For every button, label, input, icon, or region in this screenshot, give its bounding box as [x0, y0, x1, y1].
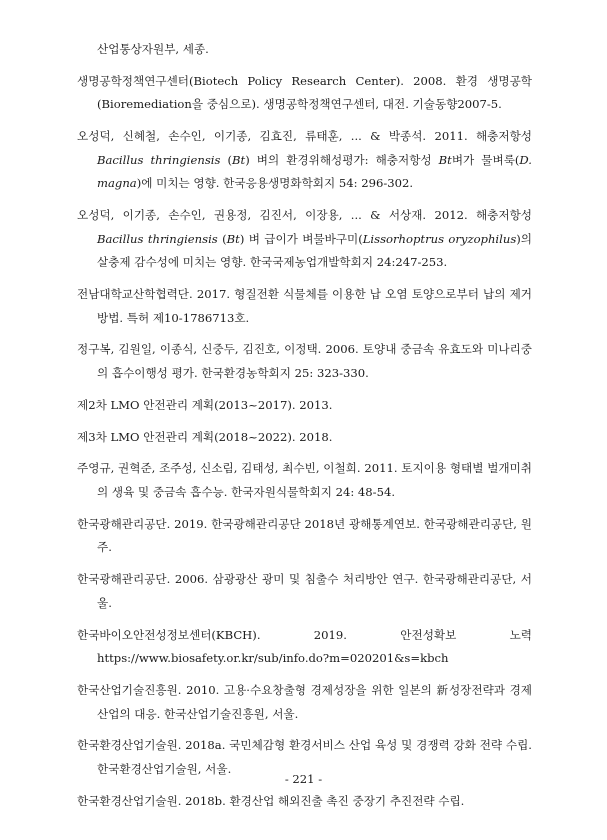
reference-text: 벼가 물벼룩(: [451, 152, 520, 167]
reference-entry: [77, 70, 532, 117]
reference-text: 제3차 LMO 안전관리 계획(2018~2022). 2018.: [77, 429, 333, 444]
reference-entry: [77, 679, 532, 726]
italic-term: Bt: [438, 152, 452, 167]
reference-text: ) 벼의 환경위해성평가: 해충저항성: [245, 152, 439, 167]
reference-text: 제2차 LMO 안전관리 계획(2013~2017). 2013.: [77, 397, 333, 412]
reference-text: (: [220, 152, 233, 167]
reference-entry: [77, 125, 532, 196]
italic-term: Bacillus thringiensis: [97, 152, 221, 167]
italic-term: D. magna: [97, 152, 532, 191]
reference-entry: [77, 283, 532, 330]
reference-list: [77, 38, 532, 821]
reference-entry: [77, 38, 532, 62]
reference-text: )의 살충제 감수성에 미치는 영향. 한국국제농업개발학회지 24:247-253.: [97, 231, 533, 270]
reference-text: (: [217, 231, 227, 246]
italic-term: Bt: [232, 152, 246, 167]
reference-entry: [77, 394, 532, 418]
italic-term: Lissorhoptrus oryzophilus: [362, 231, 517, 246]
reference-text: 한국바이오안전성정보센터(KBCH). 2019. 안전성확보 노력 https://www.biosafety.or.kr/sub/info.do?m=020201&s=kbch: [77, 627, 532, 666]
page-number: - 221 -: [284, 772, 323, 786]
reference-text: 전남대학교산학협력단. 2017. 형질전환 식물체를 이용한 납 오염 토양으로부터 납의 제거방법. 특허 제10-1786713호.: [77, 287, 532, 325]
reference-text: 산업통상자원부, 세종.: [97, 42, 209, 56]
reference-text: ) 벼 급이가 벼물바구미(: [239, 231, 363, 246]
reference-text: 생명공학정책연구센터(Biotech Policy Research Center). 2008. 환경 생명공학(Bioremediation을 중심으로). 생명공학정책연구센터, 대전. 기술동향2007-5.: [77, 73, 532, 112]
reference-text: 한국산업기술진흥원. 2010. 고용·수요창출형 경제성장을 위한 일본의 新성장전략과 경제산업의 대응. 한국산업기술진흥원, 서울.: [77, 682, 532, 721]
reference-text: 한국광해관리공단. 2019. 한국광해관리공단 2018년 광해통계연보. 한국광해관리공단, 원주.: [77, 516, 532, 555]
reference-text: 오성덕, 이기종, 손수인, 권용정, 김진서, 이장용, ... & 서상재. 2012. 해충저항성: [77, 208, 532, 223]
italic-term: Bacillus thringiensis: [97, 231, 218, 246]
reference-text: 주영규, 권혁준, 조주성, 신소림, 김태성, 최수빈, 이철희. 2011. 토지이용 형태별 벌개미취의 생육 및 중금속 흡수능. 한국자원식물학회지 24: 48-54.: [77, 461, 532, 499]
reference-text: 한국광해관리공단. 2006. 삼광광산 광미 및 침출수 처리방안 연구. 한국광해관리공단, 서울.: [77, 572, 532, 610]
reference-text: 한국환경산업기술원. 2018a. 국민체감형 환경서비스 산업 육성 및 경쟁력 강화 전략 수립. 한국환경산업기술원, 서울.: [77, 738, 532, 776]
reference-entry: [77, 204, 532, 275]
italic-term: Bt: [226, 231, 240, 246]
reference-entry: [77, 426, 532, 450]
reference-text: 오성덕, 신혜철, 손수인, 이기종, 김효진, 류태훈, ... & 박종석. 2011. 해충저항성: [77, 129, 532, 144]
reference-entry: [77, 790, 532, 814]
reference-entry: [77, 513, 532, 560]
reference-text: 한국환경산업기술원. 2018b. 환경산업 해외진출 촉진 중장기 추진전략 수립.: [77, 793, 465, 808]
reference-text: 정구복, 김원일, 이종식, 신중두, 김진호, 이정택. 2006. 토양내 중금속 유효도와 미나리중의 흡수이행성 평가. 한국환경농학회지 25: 323-330.: [77, 342, 532, 381]
reference-entry: [77, 338, 532, 385]
reference-entry: [77, 624, 532, 671]
reference-text: )에 미치는 영향. 한국응용생명화학회지 54: 296-302.: [136, 176, 414, 191]
reference-entry: [77, 568, 532, 615]
reference-entry: [77, 457, 532, 504]
